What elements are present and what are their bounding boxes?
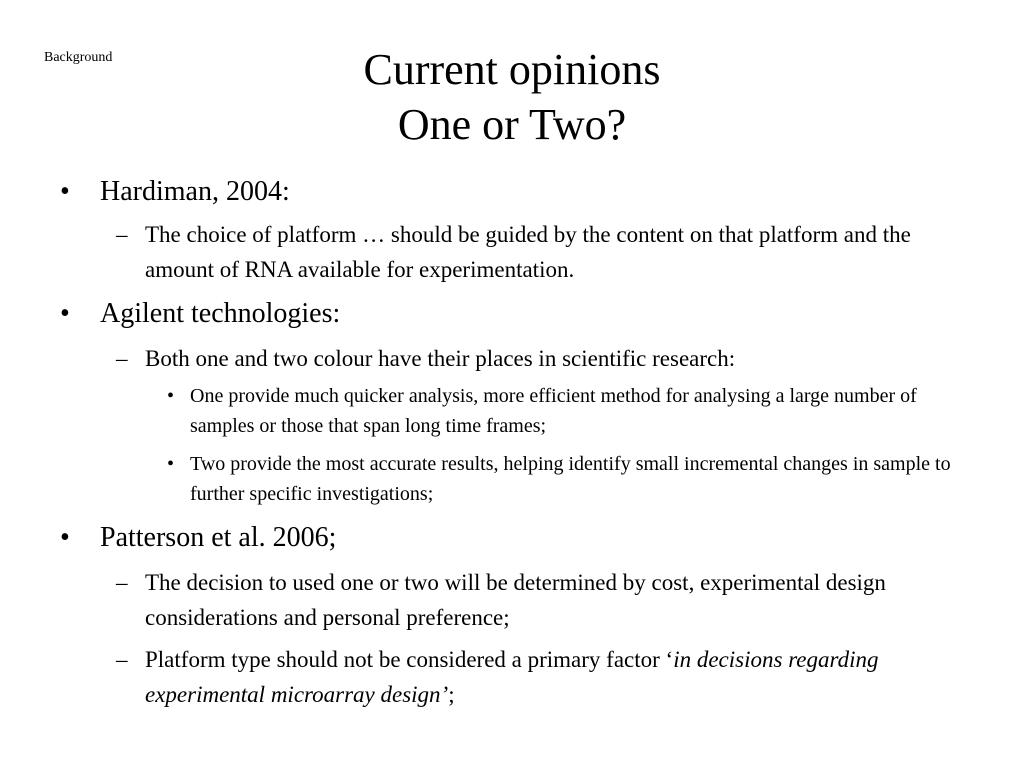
dash-marker: – (116, 222, 128, 247)
dash-marker: – (116, 346, 128, 371)
sub-bullet-text: The choice of platform … should be guided by the content on that platform and the amount of RNA available for experimentation. (145, 222, 911, 282)
bullet-heading: Hardiman, 2004: (100, 176, 290, 207)
sub-bullet-text: Both one and two colour have their places in scientific research: (145, 346, 736, 371)
bullet-marker: • (167, 453, 175, 475)
sub-sub-bullet-text: One provide much quicker analysis, more efficient method for analysing a large number of samples or those that span long time frames; (190, 385, 917, 437)
sub-sub-bullet-text: Two provide the most accurate results, helping identify small incremental changes in sample to further specific investigations; (190, 453, 951, 505)
title-line-2: One or Two? (397, 100, 627, 149)
slide-title (0, 42, 1024, 152)
bullet-marker: • (60, 176, 70, 207)
dash-marker: – (116, 570, 128, 595)
sub-bullet-text: The decision to used one or two will be determined by cost, experimental design considerations and personal preference; (145, 570, 886, 630)
dash-marker: – (116, 647, 128, 672)
sub-bullet-suffix: ; (448, 682, 455, 707)
bullet-heading: Patterson et al. 2006; (100, 522, 337, 553)
bullet-marker: • (60, 522, 70, 553)
section-tag: Background (44, 50, 113, 65)
title-line-1: Current opinions (363, 45, 661, 94)
sub-bullet-prefix: Platform type should not be considered a primary factor ‘ (145, 647, 674, 672)
bullet-marker: • (60, 298, 70, 329)
bullet-heading: Agilent technologies: (100, 298, 341, 329)
sub-bullet-italic-quote: in decisions regarding experimental microarray design’ (145, 647, 879, 707)
bullet-marker: • (167, 385, 175, 407)
sub-bullet-text (145, 642, 945, 712)
